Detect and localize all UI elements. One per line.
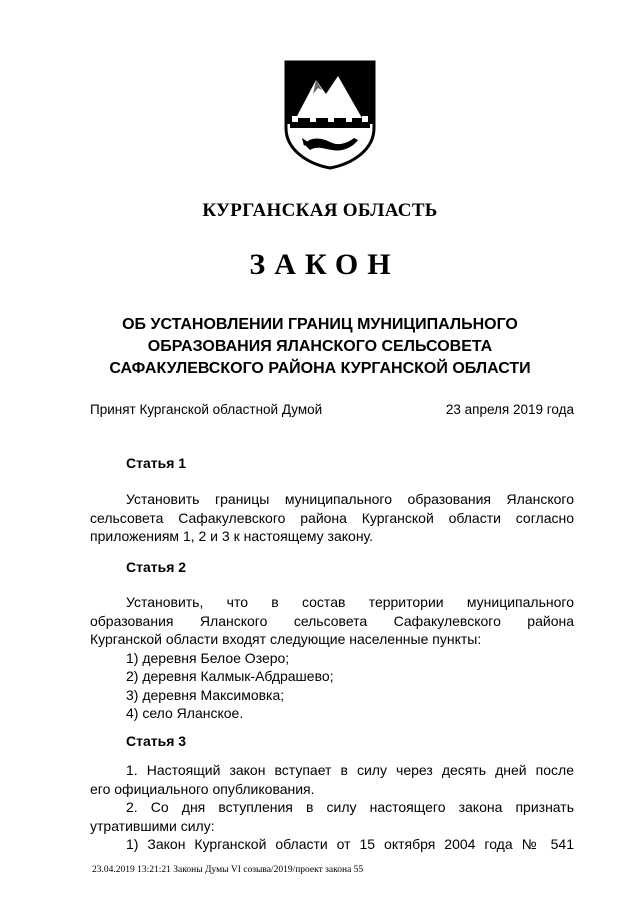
text-line: 1. Настоящий закон вступает в силу через десять дней после: [126, 762, 574, 778]
text-line: Установить границы муниципального образования Яланского: [126, 491, 574, 507]
region-name: КУРГАНСКАЯ ОБЛАСТЬ: [202, 200, 438, 221]
adopted-by: Принят Курганской областной Думой: [90, 402, 323, 417]
law-title: [80, 314, 560, 380]
document-type: ЗАКОН: [249, 248, 400, 281]
list-item: 1) деревня Белое Озеро;: [126, 649, 290, 666]
article-3-text: [90, 761, 574, 854]
law-title-line: ОБРАЗОВАНИЯ ЯЛАНСКОГО СЕЛЬСОВЕТА: [147, 338, 493, 355]
article-2-heading: Статья 2: [126, 559, 187, 575]
text-line: образования Яланского сельсовета Сафакулевского района: [90, 612, 574, 629]
text-line: утратившими силу:: [90, 817, 215, 834]
law-title-line: САФАКУЛЕВСКОГО РАЙОНА КУРГАНСКОЙ ОБЛАСТИ: [109, 360, 531, 377]
text-line: Установить, что в состав территории муниципального: [126, 594, 574, 610]
article-1-text: [90, 490, 574, 546]
text-line: приложениям 1, 2 и 3 к настоящему закону.: [90, 528, 374, 544]
text-line: Курганской области входят следующие населенные пункты:: [90, 631, 482, 647]
list-item: 4) село Яланское.: [126, 705, 244, 721]
text-line: 1) Закон Курганской области от 15 октября 2004 года № 541: [126, 836, 574, 852]
footer-note: 23.04.2019 13:21:21 Законы Думы VI созыва/2019/проект закона 55: [92, 865, 364, 875]
article-2-text: [90, 593, 574, 723]
text-line: его официального опубликования.: [90, 780, 315, 797]
adoption-date: 23 апреля 2019 года: [445, 402, 574, 417]
law-title-line: ОБ УСТАНОВЛЕНИИ ГРАНИЦ МУНИЦИПАЛЬНОГО: [122, 316, 518, 333]
article-3-heading: Статья 3: [126, 733, 187, 749]
list-item: 3) деревня Максимовка;: [126, 686, 285, 703]
article-1-heading: Статья 1: [126, 455, 187, 471]
list-item: 2) деревня Калмык-Абдрашево;: [126, 668, 334, 684]
text-line: сельсовета Сафакулевского района Курганской области согласно: [90, 509, 574, 526]
text-line: 2. Со дня вступления в силу настоящего закона признать: [126, 799, 574, 815]
coat-of-arms-icon: [282, 58, 378, 170]
